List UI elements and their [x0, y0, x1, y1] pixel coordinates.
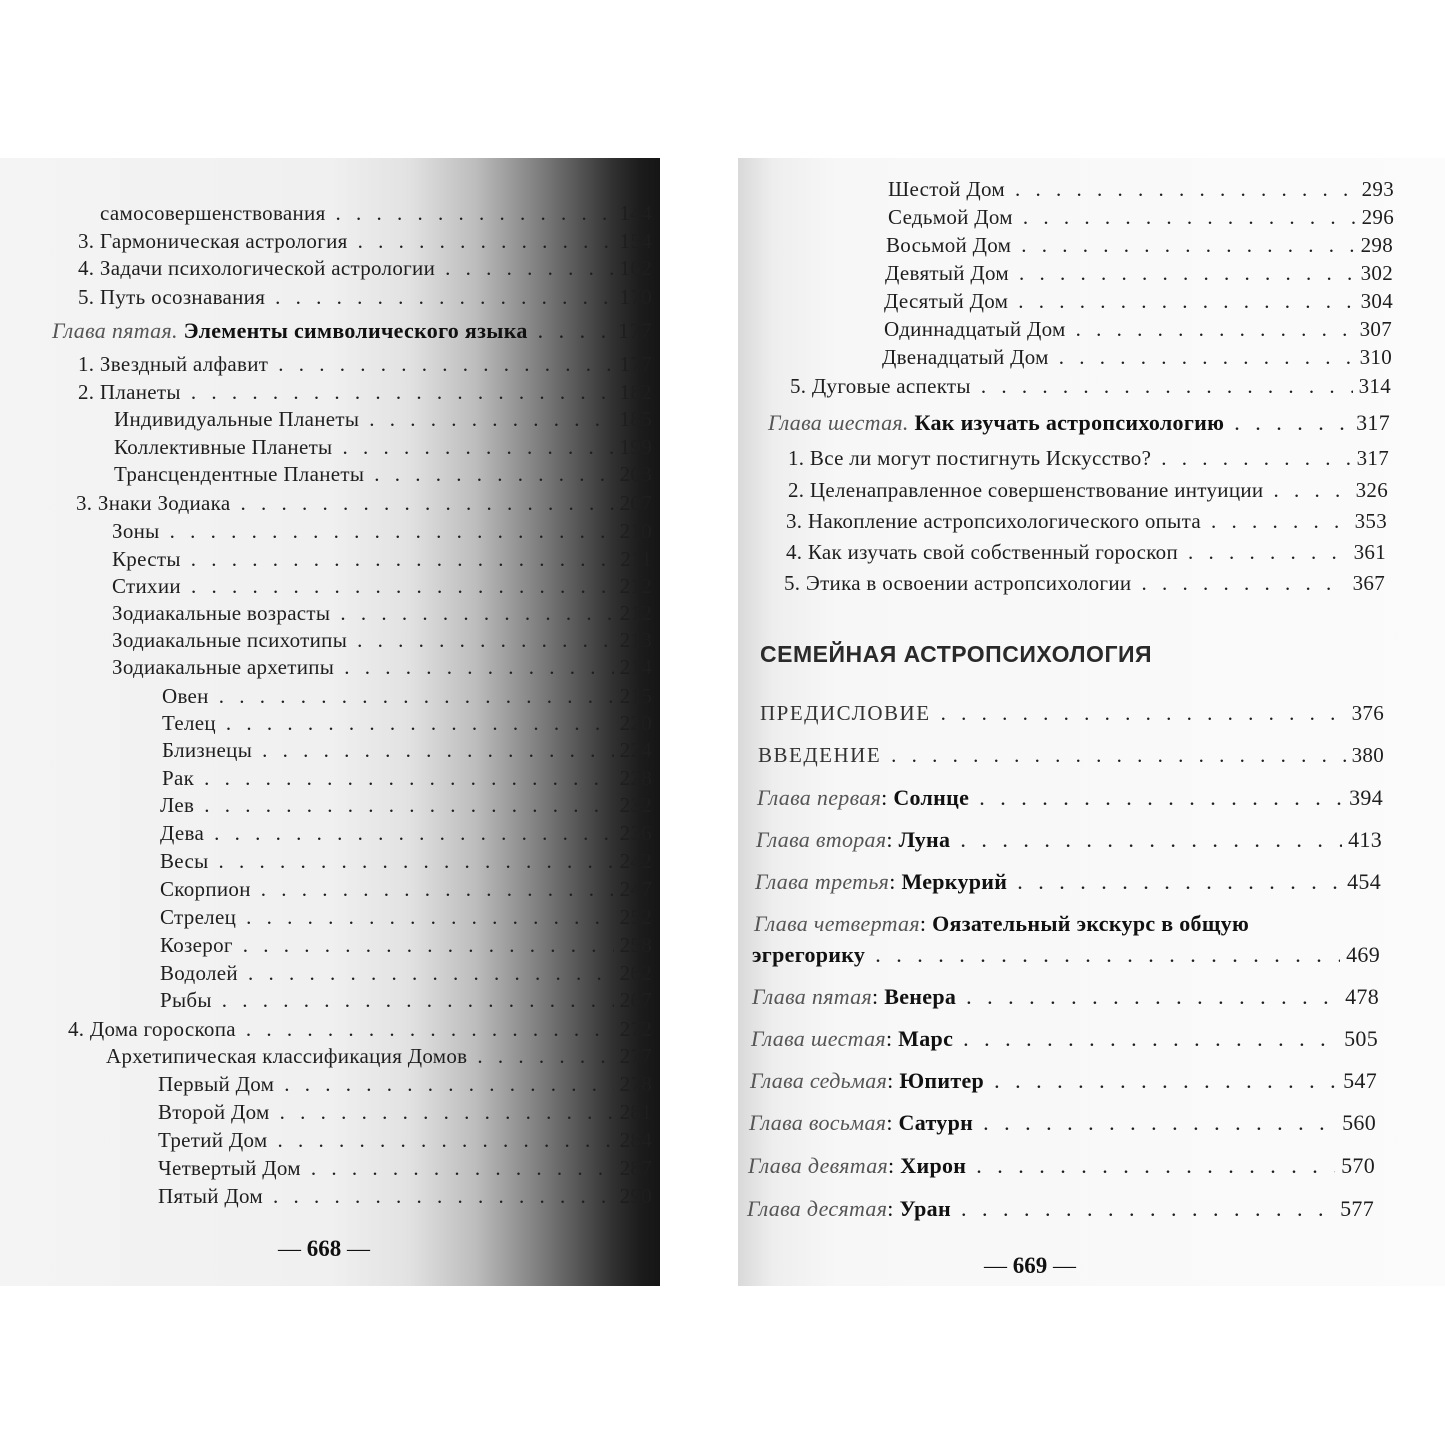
page-number-left: — 668 — — [278, 1236, 370, 1261]
toc-chapter-entry: Глава третья: Меркурий . . . 454 — [755, 869, 1381, 895]
toc-entry: Зоны . . . 210 — [112, 518, 652, 544]
toc-chapter-entry: Глава четвертая: Оязательный экскурс в общую — [754, 911, 1250, 936]
toc-entry: Овен . . . 215 — [162, 683, 652, 709]
toc-chapter-entry: Глава восьмая: Сатурн . . . 560 — [749, 1110, 1376, 1136]
toc-entry: Второй Дом . . . 281 — [158, 1099, 652, 1125]
toc-entry: Стихии . . . 212 — [112, 573, 652, 599]
toc-entry: Зодиакальные архетипы . . . 214 — [112, 654, 652, 680]
toc-entry: Дева . . . 236 — [160, 820, 652, 846]
toc-entry: 5. Путь осознавания . . . 170 — [78, 284, 652, 310]
toc-entry: 5. Дуговые аспекты . . . 314 — [790, 373, 1391, 399]
toc-entry: Шестой Дом . . . 293 — [888, 176, 1394, 202]
toc-entry: Двенадцатый Дом . . . 310 — [882, 344, 1392, 370]
toc-entry: Лев . . . 232 — [160, 792, 652, 818]
toc-entry: Одиннадцатый Дом . . . 307 — [884, 316, 1392, 342]
toc-entry: Водолей . . . 262 — [160, 960, 652, 986]
toc-chapter-entry: Глава седьмая: Юпитер . . . 547 — [750, 1068, 1377, 1094]
toc-entry: 4. Как изучать свой собственный гороскоп . . . 361 — [786, 539, 1386, 565]
toc-entry: Десятый Дом . . . 304 — [884, 288, 1393, 314]
page-number-right: — 669 — — [984, 1253, 1076, 1278]
toc-entry: 3. Накопление астропсихологического опыта . . . 353 — [786, 508, 1387, 534]
toc-entry: Кресты . . . 211 — [112, 546, 652, 572]
toc-entry: 1. Звездный алфавит . . . 177 — [78, 351, 652, 377]
toc-entry: Коллективные Планеты . . . 199 — [114, 434, 652, 460]
toc-entry: Третий Дом . . . 284 — [158, 1127, 652, 1153]
toc-entry: 2. Целенаправленное совершенствование интуиции . . . 326 — [788, 477, 1388, 503]
toc-chapter-entry: Глава первая: Солнце . . . 394 — [757, 785, 1383, 811]
toc-entry: Первый Дом . . . 278 — [158, 1071, 652, 1097]
toc-entry: Весы . . . 242 — [160, 848, 652, 874]
toc-chapter-entry: Глава шестая: Марс . . . 505 — [751, 1026, 1378, 1052]
section-title: СЕМЕЙНАЯ АСТРОПСИХОЛОГИЯ — [760, 641, 1153, 667]
toc-entry: Рак . . . 228 — [162, 765, 652, 791]
toc-entry: 3. Гармоническая астрология . . . 154 — [78, 228, 652, 254]
toc-chapter-entry: Глава вторая: Луна . . . 413 — [756, 827, 1382, 853]
toc-entry: Рыбы . . . 267 — [160, 987, 652, 1013]
toc-entry: 4. Дома гороскопа . . . 272 — [68, 1016, 652, 1042]
toc-chapter-entry: Глава десятая: Уран . . . 577 — [747, 1196, 1374, 1222]
toc-entry: самосовершенствования . . . 144 — [100, 200, 652, 226]
toc-entry: Зодиакальные возрасты . . . 212 — [112, 600, 652, 626]
toc-entry: Индивидуальные Планеты . . . 185 — [114, 406, 652, 432]
toc-chapter-entry: Глава девятая: Хирон . . . 570 — [748, 1153, 1375, 1179]
toc-entry: Пятый Дом . . . 290 — [158, 1183, 652, 1209]
toc-entry: Телец . . . 220 — [162, 710, 652, 736]
toc-entry: Седьмой Дом . . . 296 — [888, 204, 1394, 230]
toc-entry: 4. Задачи психологической астрологии . . . 162 — [78, 255, 652, 281]
toc-entry: Четвертый Дом . . . 287 — [158, 1155, 652, 1181]
toc-entry: Близнецы . . . 224 — [162, 737, 652, 763]
toc-entry: 5. Этика в освоении астропсихологии . . . 367 — [784, 570, 1385, 596]
toc-entry: Трансцендентные Планеты . . . 203 — [114, 461, 652, 487]
toc-entry: 1. Все ли могут постигнуть Искусство? . . . 317 — [788, 445, 1389, 471]
toc-chapter-entry: Глава пятая. Элементы символического языка . . . 177 — [52, 318, 652, 344]
toc-entry: Козерог . . . 258 — [160, 932, 652, 958]
toc-chapter-entry: Глава пятая: Венера . . . 478 — [752, 984, 1379, 1010]
toc-entry: ВВЕДЕНИЕ . . . 380 — [758, 742, 1384, 768]
toc-entry: Восьмой Дом . . . 298 — [886, 232, 1393, 258]
toc-entry: Девятый Дом . . . 302 — [885, 260, 1393, 286]
toc-chapter-entry: Глава шестая. Как изучать астропсихологию . . . 317 — [768, 410, 1390, 436]
toc-entry: 2. Планеты . . . 182 — [78, 379, 652, 405]
toc-entry: Скорпион . . . 247 — [160, 876, 652, 902]
toc-entry: 3. Знаки Зодиака . . . 207 — [76, 490, 652, 516]
toc-entry: ПРЕДИСЛОВИЕ . . . 376 — [760, 700, 1384, 726]
toc-entry: эгрегорику . . . 469 — [752, 942, 1380, 968]
toc-entry: Стрелец . . . 252 — [160, 904, 652, 930]
toc-entry: Архетипическая классификация Домов . . . 277 — [106, 1043, 652, 1069]
toc-entry: Зодиакальные психотипы . . . 213 — [112, 627, 652, 653]
